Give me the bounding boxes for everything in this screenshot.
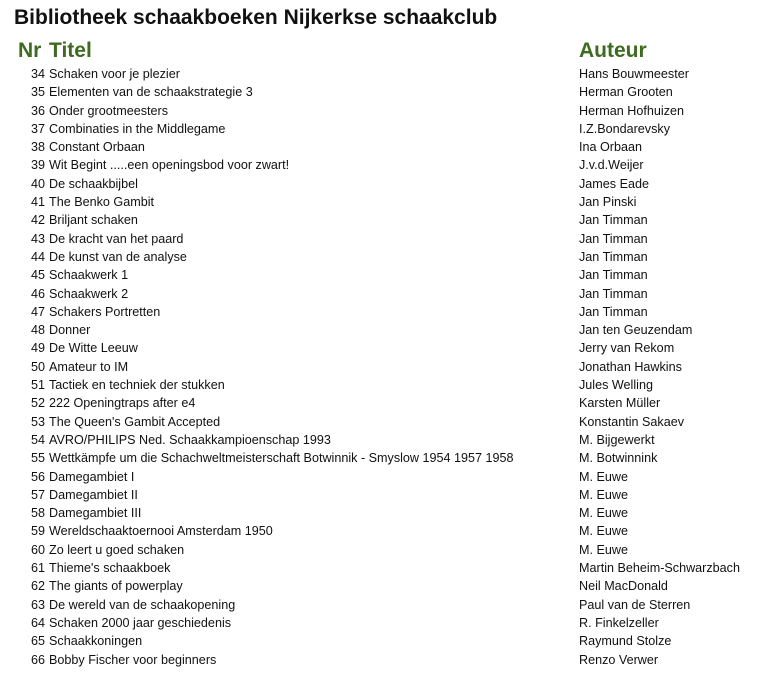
book-row bbox=[0, 339, 768, 357]
book-title: Amateur to IM bbox=[49, 359, 129, 374]
book-number: 47 bbox=[30, 304, 45, 319]
book-row bbox=[0, 632, 768, 650]
column-header-nr: Nr bbox=[18, 39, 42, 62]
book-author: M. Bijgewerkt bbox=[579, 432, 655, 447]
book-title: Schaken 2000 jaar geschiedenis bbox=[49, 615, 232, 630]
book-number: 42 bbox=[30, 213, 45, 228]
book-row bbox=[0, 486, 768, 504]
book-number: 46 bbox=[30, 286, 45, 301]
book-row bbox=[0, 102, 768, 120]
book-row bbox=[0, 65, 768, 83]
book-row bbox=[0, 248, 768, 266]
book-author: M. Botwinnink bbox=[579, 451, 658, 466]
book-author: Jan Timman bbox=[579, 231, 648, 246]
book-author: Jan Timman bbox=[579, 213, 648, 228]
book-title: Schaakwerk 1 bbox=[49, 268, 129, 283]
book-number: 34 bbox=[30, 67, 45, 81]
book-number: 65 bbox=[30, 634, 45, 649]
book-title: Donner bbox=[49, 323, 91, 338]
book-author: Herman Hofhuizen bbox=[579, 103, 684, 118]
book-title: De wereld van de schaakopening bbox=[49, 597, 236, 612]
book-author: Jan ten Geuzendam bbox=[579, 323, 693, 338]
book-title: Wit Begint .....een openingsbod voor zwart! bbox=[49, 158, 290, 173]
book-author: Jonathan Hawkins bbox=[579, 359, 682, 374]
book-author: M. Euwe bbox=[579, 469, 628, 484]
book-row bbox=[0, 120, 768, 138]
book-number: 59 bbox=[30, 524, 45, 539]
book-number: 37 bbox=[30, 121, 45, 136]
book-title: De kracht van het paard bbox=[49, 231, 184, 246]
book-title: Elementen van de schaakstrategie 3 bbox=[49, 85, 253, 100]
book-author: M. Euwe bbox=[579, 542, 628, 557]
book-author: James Eade bbox=[579, 176, 650, 191]
page-title: Bibliotheek schaakboeken Nijkerkse schaakclub bbox=[14, 6, 498, 29]
book-author: J.v.d.Weijer bbox=[579, 158, 644, 173]
book-author: Jerry van Rekom bbox=[579, 341, 675, 356]
book-title: Zo leert u goed schaken bbox=[49, 542, 185, 557]
book-title: Schakers Portretten bbox=[49, 304, 161, 319]
book-number: 44 bbox=[30, 249, 45, 264]
book-title: Wettkämpfe um die Schachweltmeisterschaft Botwinnik - Smyslow 1954 1957 1958 bbox=[49, 451, 514, 466]
book-author: Herman Grooten bbox=[579, 85, 673, 100]
book-row bbox=[0, 413, 768, 431]
book-number: 49 bbox=[30, 341, 45, 356]
book-author: M. Euwe bbox=[579, 506, 628, 521]
book-row bbox=[0, 138, 768, 156]
book-author: Jan Timman bbox=[579, 286, 648, 301]
book-row bbox=[0, 358, 768, 376]
book-author: Raymund Stolze bbox=[579, 634, 672, 649]
book-row bbox=[0, 504, 768, 522]
book-row bbox=[0, 193, 768, 211]
book-author: Martin Beheim-Schwarzbach bbox=[579, 561, 740, 576]
book-row bbox=[0, 559, 768, 577]
book-title: De schaakbijbel bbox=[49, 176, 138, 191]
book-title: Combinaties in the Middlegame bbox=[49, 121, 226, 136]
book-title: De Witte Leeuw bbox=[49, 341, 138, 356]
book-number: 41 bbox=[30, 195, 45, 210]
book-row bbox=[0, 468, 768, 486]
book-author: R. Finkelzeller bbox=[579, 615, 659, 630]
book-author: Renzo Verwer bbox=[579, 652, 659, 667]
book-title: Schaken voor je plezier bbox=[49, 67, 180, 81]
book-author: Karsten Müller bbox=[579, 396, 661, 411]
book-number: 53 bbox=[30, 414, 45, 429]
book-row bbox=[0, 651, 768, 669]
book-row bbox=[0, 449, 768, 467]
book-author: Neil MacDonald bbox=[579, 579, 668, 594]
book-title: Bobby Fischer voor beginners bbox=[49, 652, 217, 667]
book-title: De kunst van de analyse bbox=[49, 249, 187, 264]
book-number: 51 bbox=[30, 378, 45, 393]
book-title: AVRO/PHILIPS Ned. Schaakkampioenschap 1993 bbox=[49, 432, 331, 447]
book-title: The Queen's Gambit Accepted bbox=[49, 414, 221, 429]
book-author: Jan Timman bbox=[579, 249, 648, 264]
book-number: 55 bbox=[30, 451, 45, 466]
book-title: Schaakwerk 2 bbox=[49, 286, 129, 301]
column-header-auteur: Auteur bbox=[579, 39, 647, 62]
book-row bbox=[0, 541, 768, 559]
book-title: The giants of powerplay bbox=[49, 579, 183, 594]
book-author: Jan Pinski bbox=[579, 195, 637, 210]
book-author: Paul van de Sterren bbox=[579, 597, 691, 612]
book-row bbox=[0, 156, 768, 174]
book-author: Ina Orbaan bbox=[579, 140, 643, 155]
book-row bbox=[0, 303, 768, 321]
book-row bbox=[0, 614, 768, 632]
book-title: Damegambiet II bbox=[49, 487, 138, 502]
book-author: Jules Welling bbox=[579, 378, 653, 393]
book-title: Onder grootmeesters bbox=[49, 103, 168, 118]
book-row bbox=[0, 211, 768, 229]
book-title: The Benko Gambit bbox=[49, 195, 154, 210]
book-number: 40 bbox=[30, 176, 45, 191]
book-title: Constant Orbaan bbox=[49, 140, 145, 155]
book-row bbox=[0, 522, 768, 540]
book-title: Thieme's schaakboek bbox=[49, 561, 171, 576]
book-number: 52 bbox=[30, 396, 45, 411]
book-number: 38 bbox=[30, 140, 45, 155]
book-row bbox=[0, 321, 768, 339]
book-number: 43 bbox=[30, 231, 45, 246]
book-row bbox=[0, 596, 768, 614]
book-number: 64 bbox=[30, 615, 45, 630]
book-row bbox=[0, 230, 768, 248]
book-number: 56 bbox=[30, 469, 45, 484]
book-title: Damegambiet I bbox=[49, 469, 135, 484]
book-number: 61 bbox=[30, 561, 45, 576]
book-number: 35 bbox=[30, 85, 45, 100]
book-number: 57 bbox=[30, 487, 45, 502]
book-title: Wereldschaaktoernooi Amsterdam 1950 bbox=[49, 524, 273, 539]
book-row bbox=[0, 376, 768, 394]
book-number: 66 bbox=[30, 652, 45, 667]
book-number: 58 bbox=[30, 506, 45, 521]
book-title: Tactiek en techniek der stukken bbox=[49, 378, 225, 393]
book-number: 36 bbox=[30, 103, 45, 118]
column-header-titel: Titel bbox=[49, 39, 92, 62]
book-row bbox=[0, 175, 768, 193]
book-row bbox=[0, 83, 768, 101]
book-row bbox=[0, 394, 768, 412]
book-author: I.Z.Bondarevsky bbox=[579, 121, 670, 136]
book-number: 62 bbox=[30, 579, 45, 594]
book-author: M. Euwe bbox=[579, 487, 628, 502]
book-title: 222 Openingtraps after e4 bbox=[49, 396, 196, 411]
book-author: M. Euwe bbox=[579, 524, 628, 539]
book-list bbox=[0, 65, 768, 669]
book-row bbox=[0, 577, 768, 595]
book-number: 39 bbox=[30, 158, 45, 173]
book-number: 50 bbox=[30, 359, 45, 374]
book-author: Hans Bouwmeester bbox=[579, 67, 689, 81]
book-row bbox=[0, 431, 768, 449]
book-number: 48 bbox=[30, 323, 45, 338]
book-number: 63 bbox=[30, 597, 45, 612]
book-title: Briljant schaken bbox=[49, 213, 138, 228]
book-author: Konstantin Sakaev bbox=[579, 414, 685, 429]
book-title: Schaakkoningen bbox=[49, 634, 143, 649]
book-row bbox=[0, 266, 768, 284]
book-number: 54 bbox=[30, 432, 45, 447]
book-title: Damegambiet III bbox=[49, 506, 142, 521]
book-number: 45 bbox=[30, 268, 45, 283]
book-author: Jan Timman bbox=[579, 304, 648, 319]
book-author: Jan Timman bbox=[579, 268, 648, 283]
book-number: 60 bbox=[30, 542, 45, 557]
book-row bbox=[0, 285, 768, 303]
